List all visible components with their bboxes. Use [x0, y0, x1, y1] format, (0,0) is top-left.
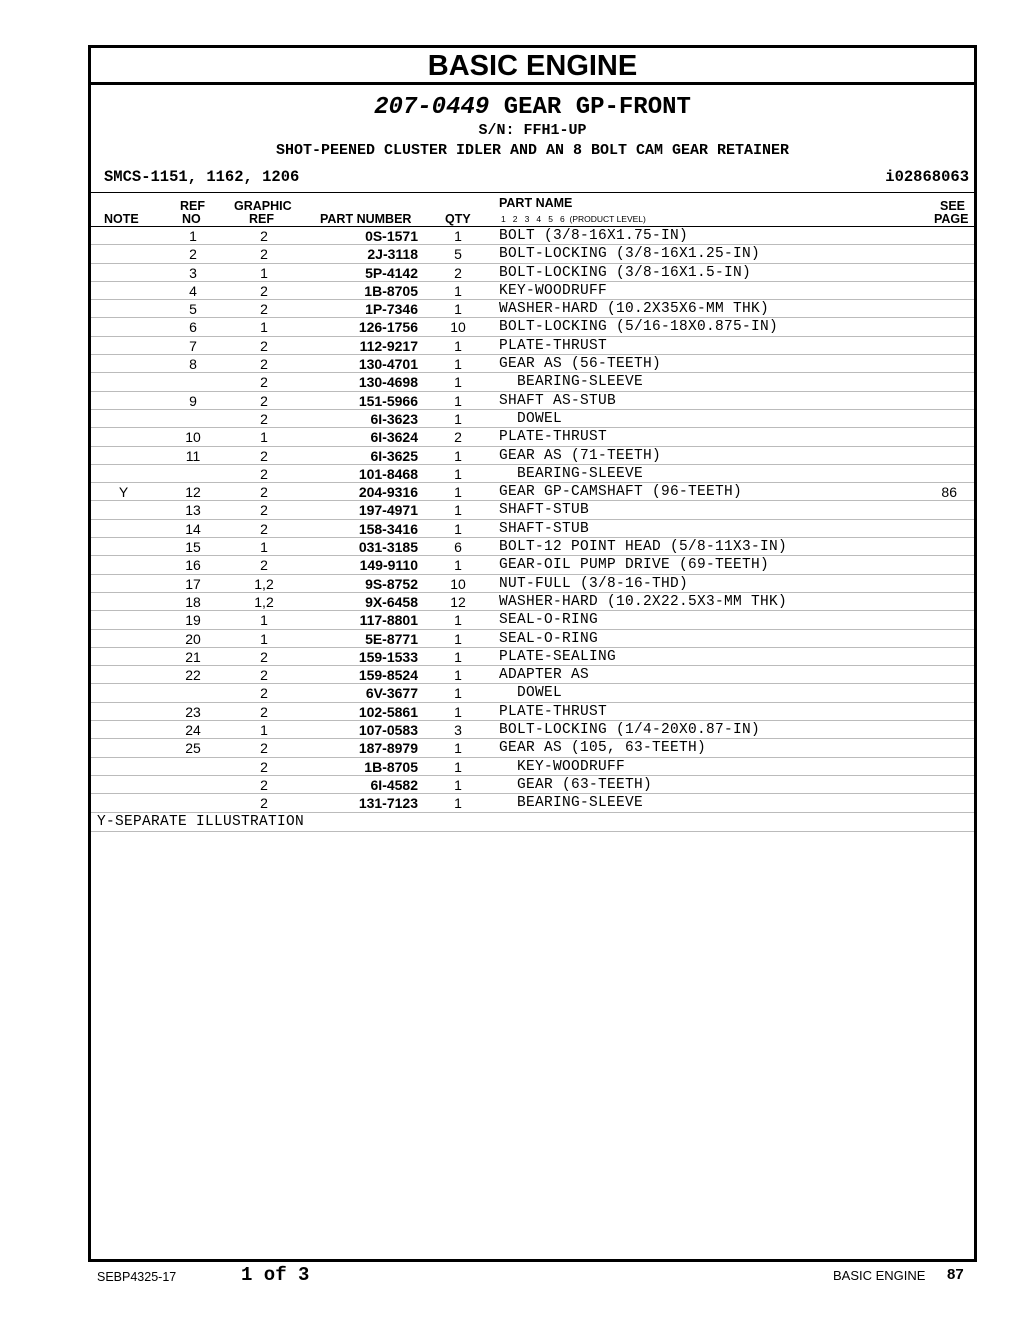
- part-name-cell: GEAR (63-TEETH): [499, 776, 653, 793]
- table-row: [91, 392, 974, 410]
- col-qty: QTY: [445, 212, 471, 226]
- part-name-cell: GEAR-OIL PUMP DRIVE (69-TEETH): [499, 557, 770, 574]
- graphic-ref-cell: 1: [260, 722, 268, 739]
- ref-no-cell: 19: [185, 612, 201, 629]
- qty-cell: 1: [454, 447, 462, 464]
- table-row: [91, 630, 974, 648]
- part-number-cell: 6I-3623: [370, 410, 418, 427]
- part-name-cell: SEAL-O-RING: [499, 630, 599, 647]
- col-part-name: PART NAME: [499, 196, 573, 210]
- ref-no-cell: 9: [189, 392, 197, 409]
- qty-cell: 1: [454, 557, 462, 574]
- qty-cell: 1: [454, 228, 462, 244]
- part-number-cell: 031-3185: [358, 539, 418, 556]
- qty-cell: 10: [450, 575, 466, 592]
- qty-cell: 10: [450, 319, 466, 336]
- col-see-top: SEE: [940, 199, 966, 213]
- ref-no-cell: 22: [185, 667, 201, 684]
- qty-cell: 2: [454, 429, 462, 446]
- part-number-cell: 159-8524: [358, 667, 418, 684]
- table-row: [91, 428, 974, 446]
- part-name-cell: BOLT-LOCKING (1/4-20X0.87-IN): [499, 722, 761, 739]
- part-number-cell: 187-8979: [358, 740, 418, 757]
- part-number-cell: 5P-4142: [365, 264, 418, 281]
- col-product-level: 1 2 3 4 5 6 (PRODUCT LEVEL): [501, 214, 646, 224]
- graphic-ref-cell: 2: [260, 648, 268, 665]
- ref-no-cell: 25: [185, 740, 201, 757]
- qty-cell: 1: [454, 392, 462, 409]
- table-row: [91, 776, 974, 794]
- table-row: [91, 703, 974, 721]
- part-number-cell: 130-4701: [358, 356, 418, 373]
- qty-cell: 1: [454, 465, 462, 482]
- part-name-cell: GEAR AS (105, 63-TEETH): [499, 740, 707, 757]
- part-name-cell: KEY-WOODRUFF: [499, 758, 626, 775]
- qty-cell: 1: [454, 685, 462, 702]
- part-name-cell: NUT-FULL (3/8-16-THD): [499, 575, 689, 592]
- graphic-ref-cell: 2: [260, 392, 268, 409]
- part-name-cell: BOLT-LOCKING (3/8-16X1.25-IN): [499, 246, 761, 263]
- part-number-cell: 158-3416: [358, 520, 418, 537]
- ref-no-cell: 2: [189, 246, 197, 263]
- graphic-ref-cell: 2: [260, 740, 268, 757]
- graphic-ref-cell: 2: [260, 282, 268, 299]
- graphic-ref-cell: 2: [260, 228, 268, 244]
- part-name-cell: BOLT (3/8-16X1.75-IN): [499, 228, 689, 244]
- graphic-ref-cell: 2: [260, 502, 268, 519]
- see-page-cell: 86: [941, 484, 957, 501]
- table-row: [91, 465, 974, 483]
- part-number-cell: 151-5966: [358, 392, 418, 409]
- table-row: [91, 593, 974, 611]
- qty-cell: 5: [454, 246, 462, 263]
- part-name-cell: PLATE-THRUST: [499, 337, 608, 354]
- ref-no-cell: 6: [189, 319, 197, 336]
- table-row: [91, 355, 974, 373]
- table-row: [91, 264, 974, 282]
- part-number-cell: 107-0583: [358, 722, 418, 739]
- ref-no-cell: 13: [185, 502, 201, 519]
- table-row: [91, 556, 974, 574]
- qty-cell: 1: [454, 484, 462, 501]
- ref-no-cell: 21: [185, 648, 201, 665]
- graphic-ref-cell: 2: [260, 758, 268, 775]
- graphic-ref-cell: 2: [260, 410, 268, 427]
- section-title: BASIC ENGINE: [91, 48, 974, 85]
- graphic-ref-cell: 2: [260, 356, 268, 373]
- group-description: SHOT-PEENED CLUSTER IDLER AND AN 8 BOLT CAM GEAR RETAINER: [275, 142, 790, 159]
- graphic-ref-cell: 2: [260, 337, 268, 354]
- table-row: [91, 684, 974, 702]
- col-note: NOTE: [104, 212, 139, 226]
- qty-cell: 1: [454, 758, 462, 775]
- part-name-cell: BOLT-LOCKING (3/8-16X1.5-IN): [499, 264, 752, 281]
- ref-no-cell: 5: [189, 301, 197, 318]
- graphic-ref-cell: 2: [260, 703, 268, 720]
- part-name-cell: WASHER-HARD (10.2X22.5X3-MM THK): [499, 593, 788, 610]
- part-name-cell: BOLT-12 POINT HEAD (5/8-11X3-IN): [499, 539, 788, 556]
- part-number-cell: 6I-3625: [370, 447, 418, 464]
- table-row: [91, 794, 974, 812]
- part-number-cell: 112-9217: [359, 337, 418, 354]
- page-of: 1 of 3: [241, 1264, 310, 1286]
- graphic-ref-cell: 2: [260, 520, 268, 537]
- qty-cell: 3: [454, 722, 462, 739]
- table-row: [91, 611, 974, 629]
- graphic-ref-cell: 2: [260, 667, 268, 684]
- table-row: [91, 483, 974, 501]
- ref-no-cell: 7: [189, 337, 197, 354]
- footer-section: BASIC ENGINE: [833, 1268, 926, 1283]
- ref-no-cell: 4: [189, 282, 197, 299]
- ref-no-cell: 23: [185, 703, 201, 720]
- qty-cell: 1: [454, 703, 462, 720]
- table-row: [91, 300, 974, 318]
- part-name-cell: DOWEL: [499, 410, 563, 427]
- part-number-cell: 130-4698: [358, 374, 418, 391]
- page-number: 87: [947, 1266, 964, 1283]
- column-headers: [91, 193, 974, 227]
- part-name-cell: KEY-WOODRUFF: [499, 282, 608, 299]
- ref-no-cell: 12: [185, 484, 201, 501]
- part-name-cell: BOLT-LOCKING (5/16-18X0.875-IN): [499, 319, 779, 336]
- part-name-cell: DOWEL: [499, 685, 563, 702]
- table-row: [91, 447, 974, 465]
- ref-no-cell: 11: [185, 447, 201, 464]
- qty-cell: 1: [454, 740, 462, 757]
- serial-number: S/N: FFH1-UP: [478, 122, 587, 139]
- table-row: [91, 501, 974, 519]
- document-id: SEBP4325-17: [97, 1270, 177, 1284]
- qty-cell: 1: [454, 502, 462, 519]
- part-number-cell: 9X-6458: [365, 593, 418, 610]
- table-row: [91, 373, 974, 391]
- col-part-number: PART NUMBER: [320, 212, 412, 226]
- graphic-ref-cell: 1: [260, 264, 268, 281]
- graphic-ref-cell: 2: [260, 465, 268, 482]
- qty-cell: 1: [454, 282, 462, 299]
- table-row: [91, 520, 974, 538]
- qty-cell: 1: [454, 301, 462, 318]
- part-name-cell: GEAR AS (71-TEETH): [499, 447, 662, 464]
- qty-cell: 1: [454, 648, 462, 665]
- table-row: [91, 575, 974, 593]
- part-name-cell: BEARING-SLEEVE: [499, 374, 644, 391]
- part-name-cell: SHAFT AS-STUB: [499, 392, 617, 409]
- graphic-ref-cell: 2: [260, 795, 268, 812]
- qty-cell: 1: [454, 374, 462, 391]
- ref-no-cell: 1: [189, 228, 197, 244]
- graphic-ref-cell: 2: [260, 374, 268, 391]
- qty-cell: 1: [454, 795, 462, 812]
- graphic-ref-cell: 1: [260, 539, 268, 556]
- part-name-cell: PLATE-THRUST: [499, 429, 608, 446]
- graphic-ref-cell: 2: [260, 246, 268, 263]
- part-number-cell: 6I-4582: [370, 776, 418, 793]
- group-number: 207-0449: [374, 94, 490, 121]
- ref-no-cell: 14: [185, 520, 201, 537]
- col-ref-bottom: NO: [182, 212, 201, 226]
- ref-no-cell: 24: [185, 722, 201, 739]
- footnote: Y-SEPARATE ILLUSTRATION: [91, 813, 974, 832]
- table-row: [91, 739, 974, 757]
- group-name: GEAR GP-FRONT: [503, 94, 691, 121]
- part-number-cell: 1B-8705: [364, 282, 418, 299]
- col-see-bottom: PAGE: [934, 212, 969, 226]
- table-row: [91, 721, 974, 739]
- part-number-cell: 159-1533: [358, 648, 418, 665]
- ref-no-cell: 10: [185, 429, 201, 446]
- part-number-cell: 9S-8752: [365, 575, 418, 592]
- part-number-cell: 101-8468: [358, 465, 418, 482]
- table-row: [91, 227, 974, 245]
- part-number-cell: 117-8801: [359, 612, 418, 629]
- note-cell: Y: [118, 484, 129, 501]
- table-row: [91, 245, 974, 263]
- qty-cell: 6: [454, 539, 462, 556]
- part-number-cell: 1P-7346: [365, 301, 418, 318]
- table-row: [91, 758, 974, 776]
- qty-cell: 1: [454, 776, 462, 793]
- part-name-cell: GEAR GP-CAMSHAFT (96-TEETH): [499, 484, 743, 501]
- group-title: [91, 94, 974, 121]
- parts-list-frame: [88, 45, 977, 1262]
- ref-no-cell: 17: [185, 575, 201, 592]
- part-number-cell: 0S-1571: [365, 228, 418, 244]
- part-number-cell: 204-9316: [358, 484, 418, 501]
- part-number-cell: 149-9110: [359, 557, 418, 574]
- parts-table: [91, 227, 974, 813]
- table-row: [91, 666, 974, 684]
- table-row: [91, 337, 974, 355]
- col-graphic-top: GRAPHIC: [234, 199, 292, 213]
- graphic-ref-cell: 2: [260, 776, 268, 793]
- part-number-cell: 6V-3677: [365, 685, 418, 702]
- part-number-cell: 2J-3118: [367, 246, 418, 263]
- part-name-cell: SEAL-O-RING: [499, 612, 599, 629]
- col-ref-top: REF: [180, 199, 205, 213]
- qty-cell: 2: [454, 264, 462, 281]
- graphic-ref-cell: 1: [260, 319, 268, 336]
- table-row: [91, 648, 974, 666]
- qty-cell: 1: [454, 630, 462, 647]
- part-number-cell: 102-5861: [358, 703, 418, 720]
- ref-no-cell: 3: [189, 264, 197, 281]
- qty-cell: 1: [454, 520, 462, 537]
- part-name-cell: GEAR AS (56-TEETH): [499, 356, 662, 373]
- graphic-ref-cell: 1,2: [254, 575, 274, 592]
- qty-cell: 12: [450, 593, 466, 610]
- smcs-codes: SMCS-1151, 1162, 1206: [104, 168, 300, 186]
- qty-cell: 1: [454, 356, 462, 373]
- qty-cell: 1: [454, 337, 462, 354]
- graphic-ref-cell: 1: [260, 630, 268, 647]
- ref-no-cell: 15: [185, 539, 201, 556]
- graphic-ref-cell: 1,2: [254, 593, 274, 610]
- part-number-cell: 126-1756: [358, 319, 418, 336]
- graphic-ref-cell: 2: [260, 447, 268, 464]
- qty-cell: 1: [454, 410, 462, 427]
- ref-no-cell: 16: [185, 557, 201, 574]
- qty-cell: 1: [454, 667, 462, 684]
- part-name-cell: PLATE-THRUST: [499, 703, 608, 720]
- table-row: [91, 318, 974, 336]
- graphic-ref-cell: 2: [260, 557, 268, 574]
- ref-no-cell: 8: [189, 356, 197, 373]
- part-name-cell: SHAFT-STUB: [499, 502, 590, 519]
- ref-no-cell: 20: [185, 630, 201, 647]
- part-number-cell: 197-4971: [358, 502, 418, 519]
- illustration-id: i02868063: [885, 168, 969, 186]
- qty-cell: 1: [454, 612, 462, 629]
- part-name-cell: PLATE-SEALING: [499, 648, 617, 665]
- part-name-cell: BEARING-SLEEVE: [499, 795, 644, 812]
- graphic-ref-cell: 2: [260, 301, 268, 318]
- part-number-cell: 1B-8705: [364, 758, 418, 775]
- group-header: [91, 85, 974, 193]
- part-number-cell: 6I-3624: [370, 429, 418, 446]
- graphic-ref-cell: 1: [260, 612, 268, 629]
- part-name-cell: BEARING-SLEEVE: [499, 465, 644, 482]
- table-row: [91, 282, 974, 300]
- col-graphic-bottom: REF: [249, 212, 274, 226]
- table-row: [91, 410, 974, 428]
- graphic-ref-cell: 2: [260, 484, 268, 501]
- ref-no-cell: 18: [185, 593, 201, 610]
- part-number-cell: 5E-8771: [365, 630, 418, 647]
- graphic-ref-cell: 2: [260, 685, 268, 702]
- table-row: [91, 538, 974, 556]
- part-name-cell: ADAPTER AS: [499, 667, 590, 684]
- part-name-cell: WASHER-HARD (10.2X35X6-MM THK): [499, 301, 770, 318]
- graphic-ref-cell: 1: [260, 429, 268, 446]
- part-name-cell: SHAFT-STUB: [499, 520, 590, 537]
- part-number-cell: 131-7123: [358, 795, 418, 812]
